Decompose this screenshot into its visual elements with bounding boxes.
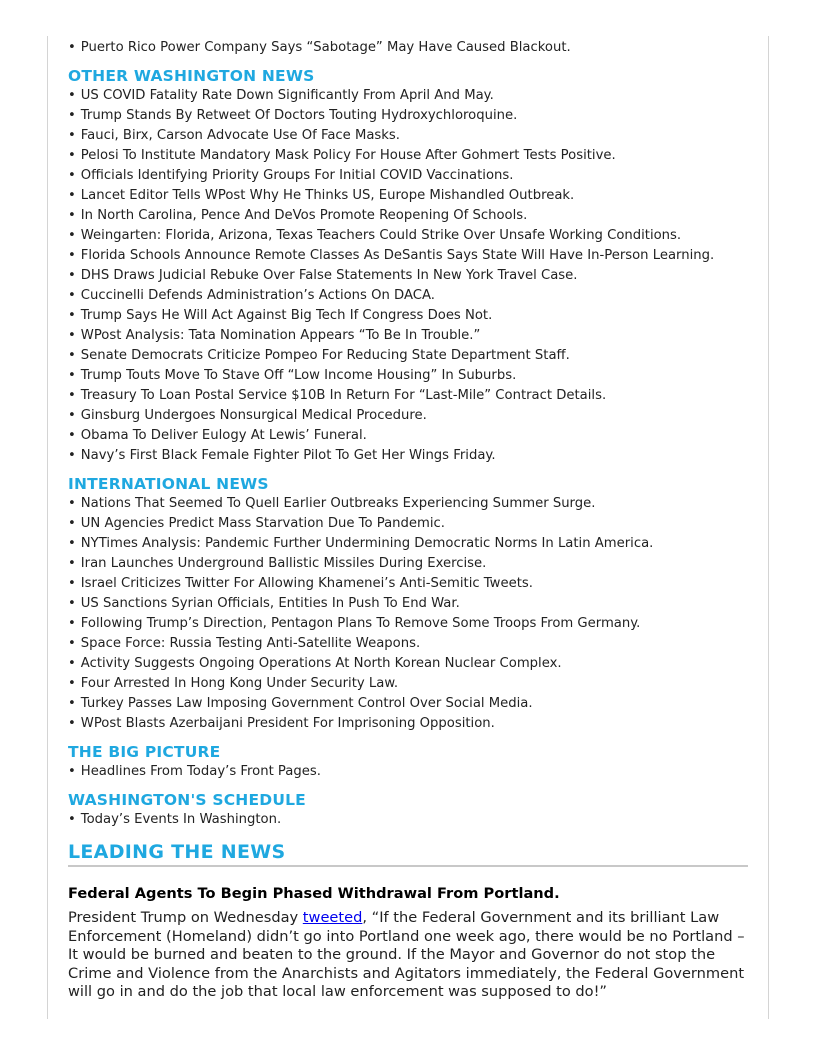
washington-schedule-list	[68, 810, 748, 830]
right-border-rule	[768, 36, 769, 1019]
headline-item[interactable]: • Pelosi To Institute Mandatory Mask Policy For House After Gohmert Tests Positive.	[68, 146, 748, 166]
headline-item[interactable]: • Activity Suggests Ongoing Operations At North Korean Nuclear Complex.	[68, 654, 748, 674]
headline-item[interactable]: • Weingarten: Florida, Arizona, Texas Teachers Could Strike Over Unsafe Working Conditions.	[68, 226, 748, 246]
headline-item[interactable]: • Lancet Editor Tells WPost Why He Thinks US, Europe Mishandled Outbreak.	[68, 186, 748, 206]
headline-item[interactable]: • UN Agencies Predict Mass Starvation Due To Pandemic.	[68, 514, 748, 534]
newsletter-content	[68, 38, 748, 1002]
story-body-prefix: President Trump on Wednesday	[68, 909, 303, 926]
headline-item[interactable]: • Turkey Passes Law Imposing Government Control Over Social Media.	[68, 694, 748, 714]
headline-item[interactable]: • Iran Launches Underground Ballistic Missiles During Exercise.	[68, 554, 748, 574]
headline-item[interactable]: • NYTimes Analysis: Pandemic Further Undermining Democratic Norms In Latin America.	[68, 534, 748, 554]
headline-item[interactable]: • Navy’s First Black Female Fighter Pilot To Get Her Wings Friday.	[68, 446, 748, 466]
headline-item[interactable]: • Florida Schools Announce Remote Classes As DeSantis Says State Will Have In-Person Learning.	[68, 246, 748, 266]
headline-item[interactable]: • Nations That Seemed To Quell Earlier Outbreaks Experiencing Summer Surge.	[68, 494, 748, 514]
big-picture-heading: THE BIG PICTURE	[68, 743, 221, 761]
other-washington-news-list	[68, 86, 748, 466]
headline-item[interactable]: • In North Carolina, Pence And DeVos Promote Reopening Of Schools.	[68, 206, 748, 226]
headline-item[interactable]: • Officials Identifying Priority Groups For Initial COVID Vaccinations.	[68, 166, 748, 186]
story-body	[68, 909, 748, 1002]
tweeted-link[interactable]: tweeted	[302, 909, 363, 926]
story-body-suffix: , “If the Federal Government and its brilliant Law Enforcement (Homeland) didn’t go into Portland one week ago, there would be no Portland – It would be burned and beaten to the ground. If the Mayor and Governor do not stop the Crime and Violence from the Anarchists and Agitators immediately, the Federal Government will go in and do the job that local law enforcement was supposed to do!”	[68, 909, 745, 1001]
big-picture-list	[68, 762, 748, 782]
headline-item[interactable]: • Trump Says He Will Act Against Big Tech If Congress Does Not.	[68, 306, 748, 326]
headline-item[interactable]: • Trump Touts Move To Stave Off “Low Income Housing” In Suburbs.	[68, 366, 748, 386]
left-border-rule	[47, 36, 48, 1019]
headline-item[interactable]: • WPost Blasts Azerbaijani President For Imprisoning Opposition.	[68, 714, 748, 734]
headline-item[interactable]: • Senate Democrats Criticize Pompeo For Reducing State Department Staff.	[68, 346, 748, 366]
headline-item[interactable]: • DHS Draws Judicial Rebuke Over False Statements In New York Travel Case.	[68, 266, 748, 286]
top-headline-list	[68, 38, 748, 58]
headline-item[interactable]: • WPost Analysis: Tata Nomination Appears “To Be In Trouble.”	[68, 326, 748, 346]
headline-item[interactable]: • Space Force: Russia Testing Anti-Satellite Weapons.	[68, 634, 748, 654]
headline-item[interactable]: • Headlines From Today’s Front Pages.	[68, 762, 748, 782]
washington-schedule-heading: WASHINGTON'S SCHEDULE	[68, 791, 306, 809]
headline-item[interactable]: • Trump Stands By Retweet Of Doctors Touting Hydroxychloroquine.	[68, 106, 748, 126]
international-news-list	[68, 494, 748, 734]
story-title: Federal Agents To Begin Phased Withdrawal From Portland.	[68, 885, 560, 902]
headline-item[interactable]: • Ginsburg Undergoes Nonsurgical Medical Procedure.	[68, 406, 748, 426]
leading-the-news-heading: LEADING THE NEWS	[68, 840, 748, 867]
other-washington-news-heading: OTHER WASHINGTON NEWS	[68, 67, 315, 85]
headline-item[interactable]: • Fauci, Birx, Carson Advocate Use Of Face Masks.	[68, 126, 748, 146]
headline-item[interactable]: • US Sanctions Syrian Officials, Entities In Push To End War.	[68, 594, 748, 614]
headline-item[interactable]: • Cuccinelli Defends Administration’s Actions On DACA.	[68, 286, 748, 306]
headline-item[interactable]: • Following Trump’s Direction, Pentagon Plans To Remove Some Troops From Germany.	[68, 614, 748, 634]
headline-item[interactable]: • US COVID Fatality Rate Down Significantly From April And May.	[68, 86, 748, 106]
headline-item[interactable]: • Israel Criticizes Twitter For Allowing Khamenei’s Anti-Semitic Tweets.	[68, 574, 748, 594]
headline-item[interactable]: • Obama To Deliver Eulogy At Lewis’ Funeral.	[68, 426, 748, 446]
headline-item[interactable]: • Treasury To Loan Postal Service $10B In Return For “Last-Mile” Contract Details.	[68, 386, 748, 406]
international-news-heading: INTERNATIONAL NEWS	[68, 475, 269, 493]
headline-item[interactable]: • Today’s Events In Washington.	[68, 810, 748, 830]
headline-item[interactable]: • Four Arrested In Hong Kong Under Security Law.	[68, 674, 748, 694]
headline-item[interactable]: • Puerto Rico Power Company Says “Sabotage” May Have Caused Blackout.	[68, 38, 748, 58]
